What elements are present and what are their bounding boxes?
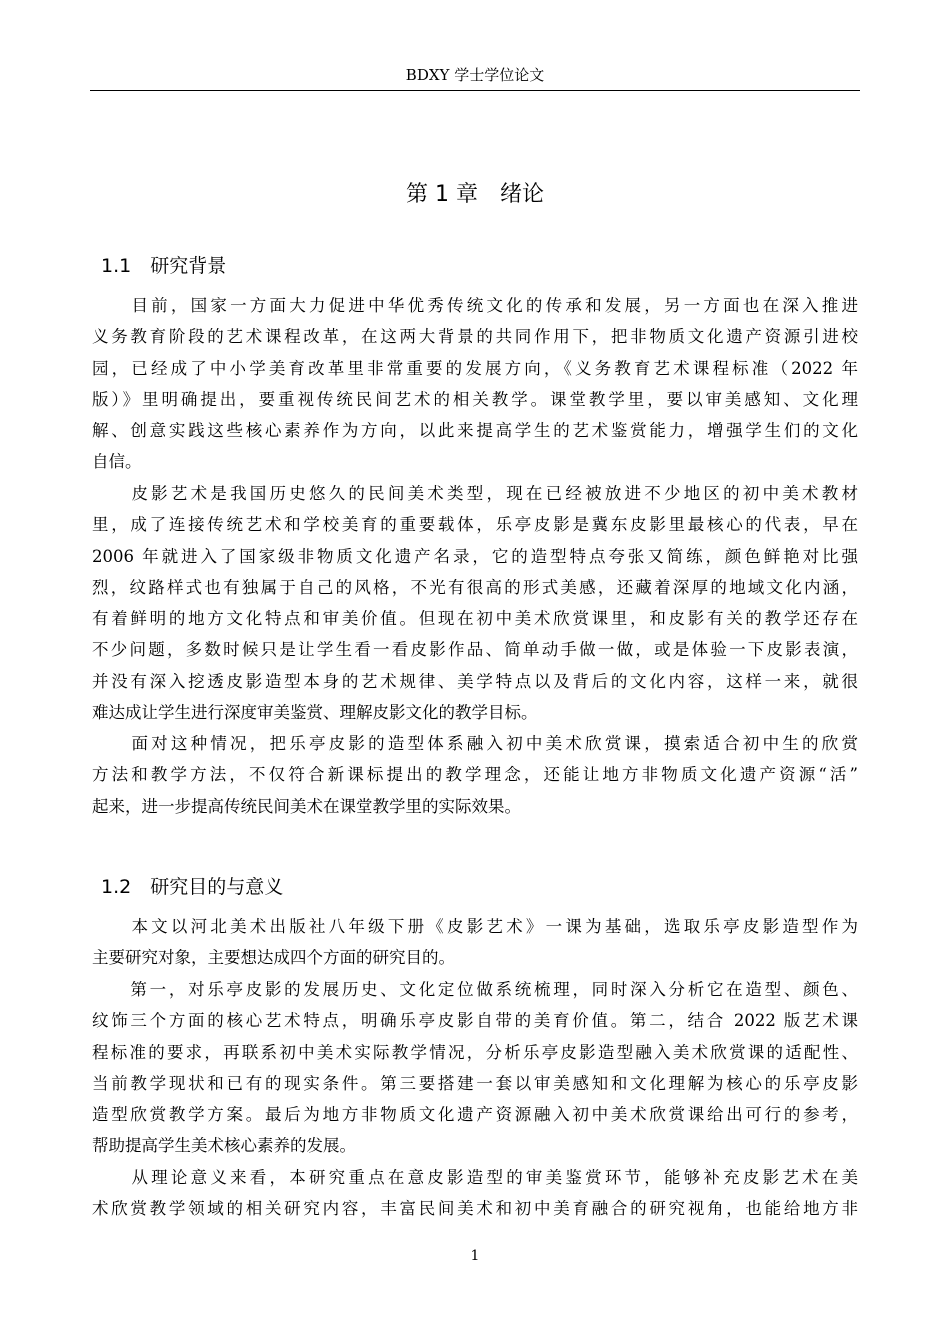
paragraph-line: 术欣赏教学领域的相关研究内容，丰富民间美术和初中美育融合的研究视角，也能给地方非 — [92, 1199, 858, 1219]
paragraph-line: 目前，国家一方面大力促进中华优秀传统文化的传承和发展，另一方面也在深入推进 — [92, 296, 858, 315]
paragraph-line: 第一，对乐亭皮影的发展历史、文化定位做系统梳理，同时深入分析它在造型、颜色、 — [92, 980, 858, 999]
paragraph — [92, 478, 858, 728]
paragraph — [92, 290, 858, 478]
page-header-title: BDXY 学士学位论文 — [405, 66, 545, 84]
section-heading-1-1: 1.1 研究背景 — [101, 255, 227, 277]
paragraph-line: 义务教育阶段的艺术课程改革，在这两大背景的共同作用下，把非物质文化遗产资源引进校 — [92, 327, 858, 347]
paragraph — [92, 974, 858, 1162]
paragraph-line: 有着鲜明的地方文化特点和审美价值。但现在初中美术欣赏课里，和皮影有关的教学还存在 — [92, 609, 858, 629]
paragraph-line: 烈，纹路样式也有独属于自己的风格，不光有很高的形式美感，还藏着深厚的地域文化内涵， — [92, 577, 858, 597]
paragraph-line: 园，已经成了中小学美育改革里非常重要的发展方向，《义务教育艺术课程标准（2022 年 — [92, 358, 858, 378]
paragraph-line: 并没有深入挖透皮影造型本身的艺术规律、美学特点以及背后的文化内容，这样一来，就很 — [92, 671, 858, 691]
paragraph — [92, 911, 858, 974]
paragraph-line: 造型欣赏教学方案。最后为地方非物质文化遗产资源融入初中美术欣赏课给出可行的参考， — [92, 1105, 858, 1125]
paragraph-line: 起来，进一步提高传统民间美术在课堂教学里的实际效果。 — [92, 796, 521, 816]
paragraph-line: 本文以河北美术出版社八年级下册《皮影艺术》一课为基础，选取乐亭皮影造型作为 — [92, 917, 858, 936]
paragraph-line: 不少问题，多数时候只是让学生看一看皮影作品、简单动手做一做，或是体验一下皮影表演， — [92, 640, 858, 660]
page-header-rule — [90, 90, 860, 91]
paragraph-line: 主要研究对象，主要想达成四个方面的研究目的。 — [92, 948, 455, 968]
paragraph-line: 帮助提高学生美术核心素养的发展。 — [92, 1136, 356, 1156]
chapter-title: 第 1 章 绪论 — [406, 182, 544, 207]
section-heading-1-2: 1.2 研究目的与意义 — [101, 876, 284, 898]
paragraph-line: 纹饰三个方面的核心艺术特点，明确乐亭皮影自带的美育价值。第二，结合 2022 版艺术课 — [92, 1011, 858, 1031]
paragraph-line: 版）》里明确提出，要重视传统民间艺术的相关教学。课堂教学里，要以审美感知、文化理 — [92, 389, 858, 409]
paragraph-line: 2006 年就进入了国家级非物质文化遗产名录，它的造型特点夸张又简练，颜色鲜艳对比强 — [92, 546, 858, 566]
paragraph-line: 方法和教学方法，不仅符合新课标提出的教学理念，还能让地方非物质文化遗产资源“活” — [92, 765, 858, 785]
paragraph-line: 难达成让学生进行深度审美鉴赏、理解皮影文化的教学目标。 — [92, 703, 538, 723]
paragraph — [92, 1162, 858, 1225]
paragraph-line: 程标准的要求，再联系初中美术实际教学情况，分析乐亭皮影造型融入美术欣赏课的适配性、 — [92, 1042, 858, 1062]
paragraph — [92, 728, 858, 822]
paragraph-line: 皮影艺术是我国历史悠久的民间美术类型，现在已经被放进不少地区的初中美术教材 — [92, 484, 858, 503]
paragraph-line: 解、创意实践这些核心素养作为方向，以此来提高学生的艺术鉴赏能力，增强学生们的文化 — [92, 421, 858, 441]
paragraph-line: 当前教学现状和已有的现实条件。第三要搭建一套以审美感知和文化理解为核心的乐亭皮影 — [92, 1073, 858, 1093]
page-number: 1 — [470, 1248, 480, 1264]
paragraph-line: 面对这种情况，把乐亭皮影的造型体系融入初中美术欣赏课，摸索适合初中生的欣赏 — [92, 734, 858, 753]
paragraph-line: 里，成了连接传统艺术和学校美育的重要载体，乐亭皮影是冀东皮影里最核心的代表，早在 — [92, 515, 858, 535]
paragraph-line: 从理论意义来看，本研究重点在意皮影造型的审美鉴赏环节，能够补充皮影艺术在美 — [92, 1168, 858, 1187]
paragraph-line: 自信。 — [92, 452, 142, 472]
